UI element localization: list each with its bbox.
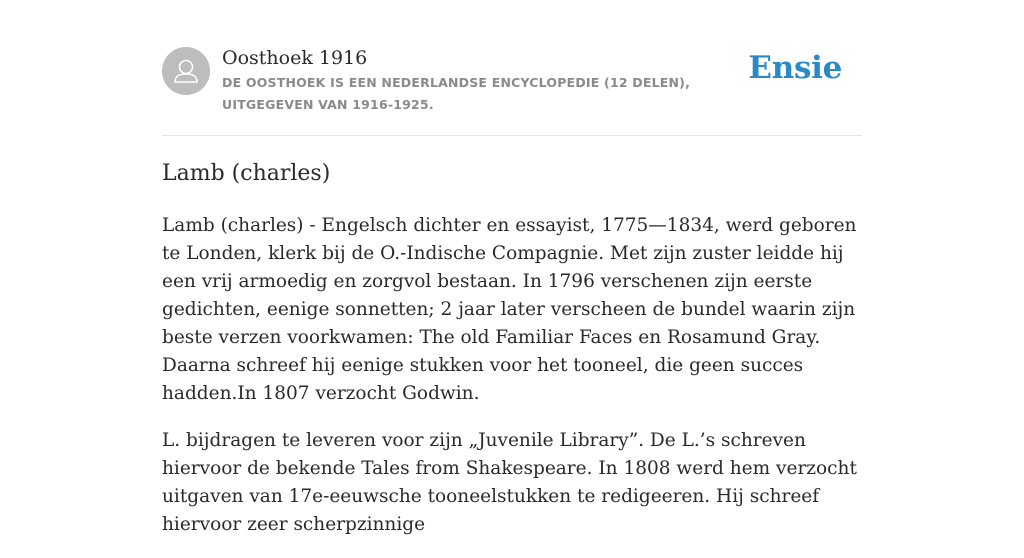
source-description: DE OOSTHOEK IS EEN NEDERLANDSE ENCYCLOPEDIE (12 DELEN), UITGEGEVEN VAN 1916-1925. bbox=[222, 75, 691, 112]
entry-body bbox=[162, 212, 862, 558]
entry-title: Lamb (charles) bbox=[162, 161, 331, 186]
source-header bbox=[162, 46, 862, 116]
source-title[interactable]: Oosthoek 1916 bbox=[222, 47, 368, 69]
entry-paragraph: L. bijdragen te leveren voor zijn „Juvenile Library”. De L.’s schreven hiervoor de bekende Tales from Shakespeare. In 1808 werd hem verzocht uitgaven van 17e-eeuwsche tooneelstukken te redigeeren. Hij schreef hiervoor zeer scherpzinnige bbox=[162, 430, 857, 535]
brand-logo[interactable]: Ensie bbox=[748, 50, 842, 86]
avatar[interactable] bbox=[162, 47, 210, 95]
header-divider bbox=[162, 135, 862, 136]
entry-paragraph: Lamb (charles) - Engelsch dichter en essayist, 1775—1834, werd geboren te Londen, klerk bij de O.-Indische Compagnie. Met zijn zuster leidde hij een vrij armoedig en zorgvol bestaan. In 1796 verschenen zijn eerste gedichten, eenige sonnetten; 2 jaar later verscheen de bundel waarin zijn beste verzen voorkwamen: The old Familiar Faces en Rosamund Gray. Daarna schreef hij eenige stukken voor het tooneel, die geen succes hadden.In 1807 verzocht Godwin. bbox=[162, 215, 857, 404]
user-placeholder-icon bbox=[162, 47, 210, 95]
